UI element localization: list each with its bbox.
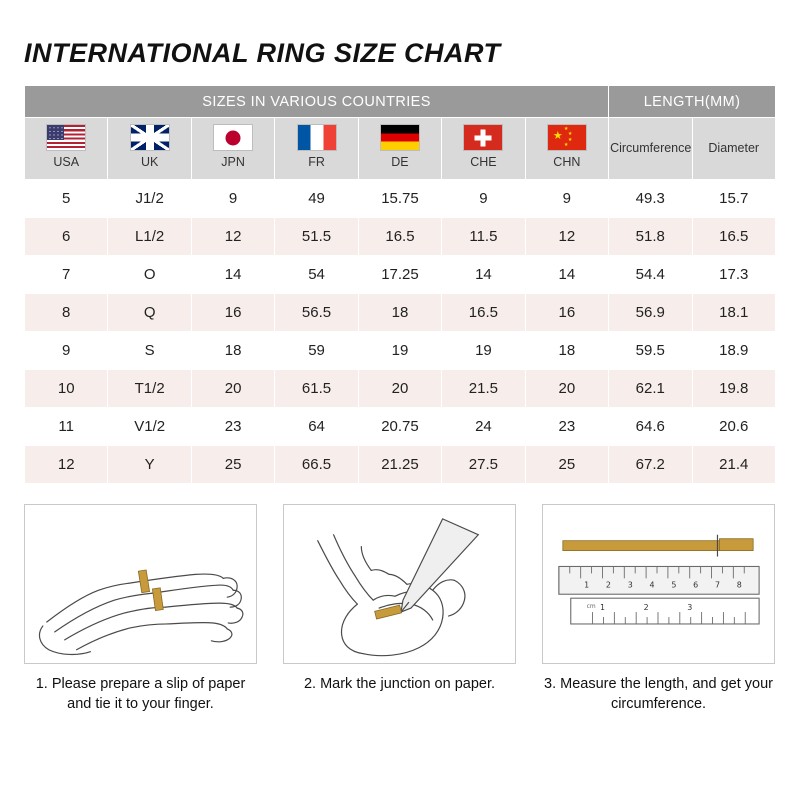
step-1	[24, 504, 257, 714]
svg-text:2: 2	[605, 580, 611, 590]
table-cell: 15.75	[358, 180, 441, 218]
table-cell: 12	[525, 218, 608, 256]
column-header-fr	[275, 118, 358, 180]
table-cell: 59	[275, 332, 358, 370]
page-title: INTERNATIONAL RING SIZE CHART	[24, 38, 501, 68]
table-cell: 20	[191, 370, 274, 408]
table-cell: 11	[25, 408, 108, 446]
us-flag-icon	[46, 124, 86, 151]
table-cell: 12	[191, 218, 274, 256]
column-code-fr: FR	[308, 155, 325, 169]
svg-text:3: 3	[627, 580, 633, 590]
table-row	[25, 294, 776, 332]
table-row	[25, 408, 776, 446]
table-cell: 25	[191, 446, 274, 484]
table-cell: 20.75	[358, 408, 441, 446]
table-cell: 16.5	[692, 218, 776, 256]
table-cell: L1/2	[108, 218, 191, 256]
table-cell: 14	[525, 256, 608, 294]
table-cell: 66.5	[275, 446, 358, 484]
table-cell: 9	[25, 332, 108, 370]
svg-text:5: 5	[671, 580, 677, 590]
ruler-measuring-paper-strip-illustration	[542, 504, 775, 664]
svg-text:3: 3	[687, 603, 693, 613]
table-cell: 25	[525, 446, 608, 484]
step-2-caption: 2. Mark the junction on paper.	[303, 676, 496, 692]
country-header-row	[25, 118, 776, 180]
svg-text:2: 2	[643, 603, 649, 613]
column-header-chn	[525, 118, 608, 180]
table-cell: 8	[25, 294, 108, 332]
table-row	[25, 218, 776, 256]
table-cell: 61.5	[275, 370, 358, 408]
step-3	[542, 504, 775, 714]
table-cell: 16.5	[442, 294, 525, 332]
table-cell: 27.5	[442, 446, 525, 484]
table-cell: 16	[525, 294, 608, 332]
table-cell: Q	[108, 294, 191, 332]
column-code-jpn: JPN	[221, 155, 245, 169]
table-cell: 54	[275, 256, 358, 294]
table-head	[25, 86, 776, 180]
hand-with-paper-strip-illustration	[24, 504, 257, 664]
group-header-sizes: SIZES IN VARIOUS COUNTRIES	[25, 86, 609, 118]
table-cell: 14	[191, 256, 274, 294]
table-cell: 49.3	[609, 180, 692, 218]
table-cell: 14	[442, 256, 525, 294]
table-cell: T1/2	[108, 370, 191, 408]
svg-text:1: 1	[599, 603, 606, 613]
table-cell: 18.1	[692, 294, 776, 332]
ring-size-table	[24, 85, 776, 484]
column-header-diameter: Diameter	[692, 118, 776, 180]
table-cell: 21.25	[358, 446, 441, 484]
table-cell: 51.8	[609, 218, 692, 256]
japan-flag-icon	[213, 124, 253, 151]
table-cell: 64	[275, 408, 358, 446]
svg-text:4: 4	[649, 580, 655, 590]
table-cell: 9	[191, 180, 274, 218]
table-cell: 23	[525, 408, 608, 446]
table-cell: 21.5	[442, 370, 525, 408]
table-cell: S	[108, 332, 191, 370]
table-cell: V1/2	[108, 408, 191, 446]
table-cell: 23	[191, 408, 274, 446]
column-code-usa: USA	[53, 155, 80, 169]
table-cell: 15.7	[692, 180, 776, 218]
table-cell: Y	[108, 446, 191, 484]
column-code-uk: UK	[140, 155, 159, 169]
china-flag-icon: ★ ★ ★ ★ ★	[547, 124, 587, 151]
table-cell: 20	[358, 370, 441, 408]
group-header-row	[25, 86, 776, 118]
table-cell: 16.5	[358, 218, 441, 256]
table-row	[25, 446, 776, 484]
table-cell: 64.6	[609, 408, 692, 446]
table-cell: 18.9	[692, 332, 776, 370]
svg-text:6: 6	[693, 580, 699, 590]
table-cell: O	[108, 256, 191, 294]
column-header-de	[358, 118, 441, 180]
step-3-caption: 3. Measure the length, and get your circumference.	[544, 676, 773, 712]
column-code-chn: CHN	[553, 155, 581, 169]
table-cell: 56.9	[609, 294, 692, 332]
table-cell: 5	[25, 180, 108, 218]
svg-text:7: 7	[714, 580, 721, 590]
column-code-de: DE	[391, 155, 409, 169]
table-cell: 62.1	[609, 370, 692, 408]
measure-steps	[24, 504, 776, 714]
column-header-jpn	[191, 118, 274, 180]
table-cell: 18	[358, 294, 441, 332]
table-cell: 49	[275, 180, 358, 218]
table-cell: 18	[525, 332, 608, 370]
table-row	[25, 256, 776, 294]
table-cell: 24	[442, 408, 525, 446]
table-cell: 12	[25, 446, 108, 484]
hand-marking-junction-with-pen-illustration	[283, 504, 516, 664]
group-header-length: LENGTH(MM)	[609, 86, 776, 118]
column-header-usa	[25, 118, 108, 180]
table-cell: 17.3	[692, 256, 776, 294]
table-cell: 9	[525, 180, 608, 218]
column-code-che: CHE	[470, 155, 497, 169]
table-cell: 17.25	[358, 256, 441, 294]
step-1-caption: 1. Please prepare a slip of paper and tie it to your finger.	[35, 676, 246, 712]
france-flag-icon	[297, 124, 337, 151]
table-cell: 7	[25, 256, 108, 294]
table-cell: J1/2	[108, 180, 191, 218]
table-cell: 67.2	[609, 446, 692, 484]
table-cell: 9	[442, 180, 525, 218]
uk-flag-icon	[130, 124, 170, 151]
table-cell: 16	[191, 294, 274, 332]
svg-text:1: 1	[584, 580, 590, 590]
table-cell: 19	[358, 332, 441, 370]
table-cell: 10	[25, 370, 108, 408]
germany-flag-icon	[380, 124, 420, 151]
table-cell: 6	[25, 218, 108, 256]
table-cell: 11.5	[442, 218, 525, 256]
column-header-uk	[108, 118, 191, 180]
column-header-circumference: Circumference	[609, 118, 692, 180]
table-cell: 19	[442, 332, 525, 370]
table-cell: 20	[525, 370, 608, 408]
table-row	[25, 332, 776, 370]
table-cell: 59.5	[609, 332, 692, 370]
table-cell: 18	[191, 332, 274, 370]
table-cell: 19.8	[692, 370, 776, 408]
column-header-che	[442, 118, 525, 180]
table-row	[25, 180, 776, 218]
svg-text:8: 8	[736, 580, 742, 590]
table-body	[25, 180, 776, 484]
table-cell: 56.5	[275, 294, 358, 332]
svg-text:cm: cm	[586, 603, 596, 611]
switzerland-flag-icon	[463, 124, 503, 151]
table-row	[25, 370, 776, 408]
table-cell: 20.6	[692, 408, 776, 446]
table-cell: 54.4	[609, 256, 692, 294]
step-2	[283, 504, 516, 714]
table-cell: 51.5	[275, 218, 358, 256]
table-cell: 21.4	[692, 446, 776, 484]
